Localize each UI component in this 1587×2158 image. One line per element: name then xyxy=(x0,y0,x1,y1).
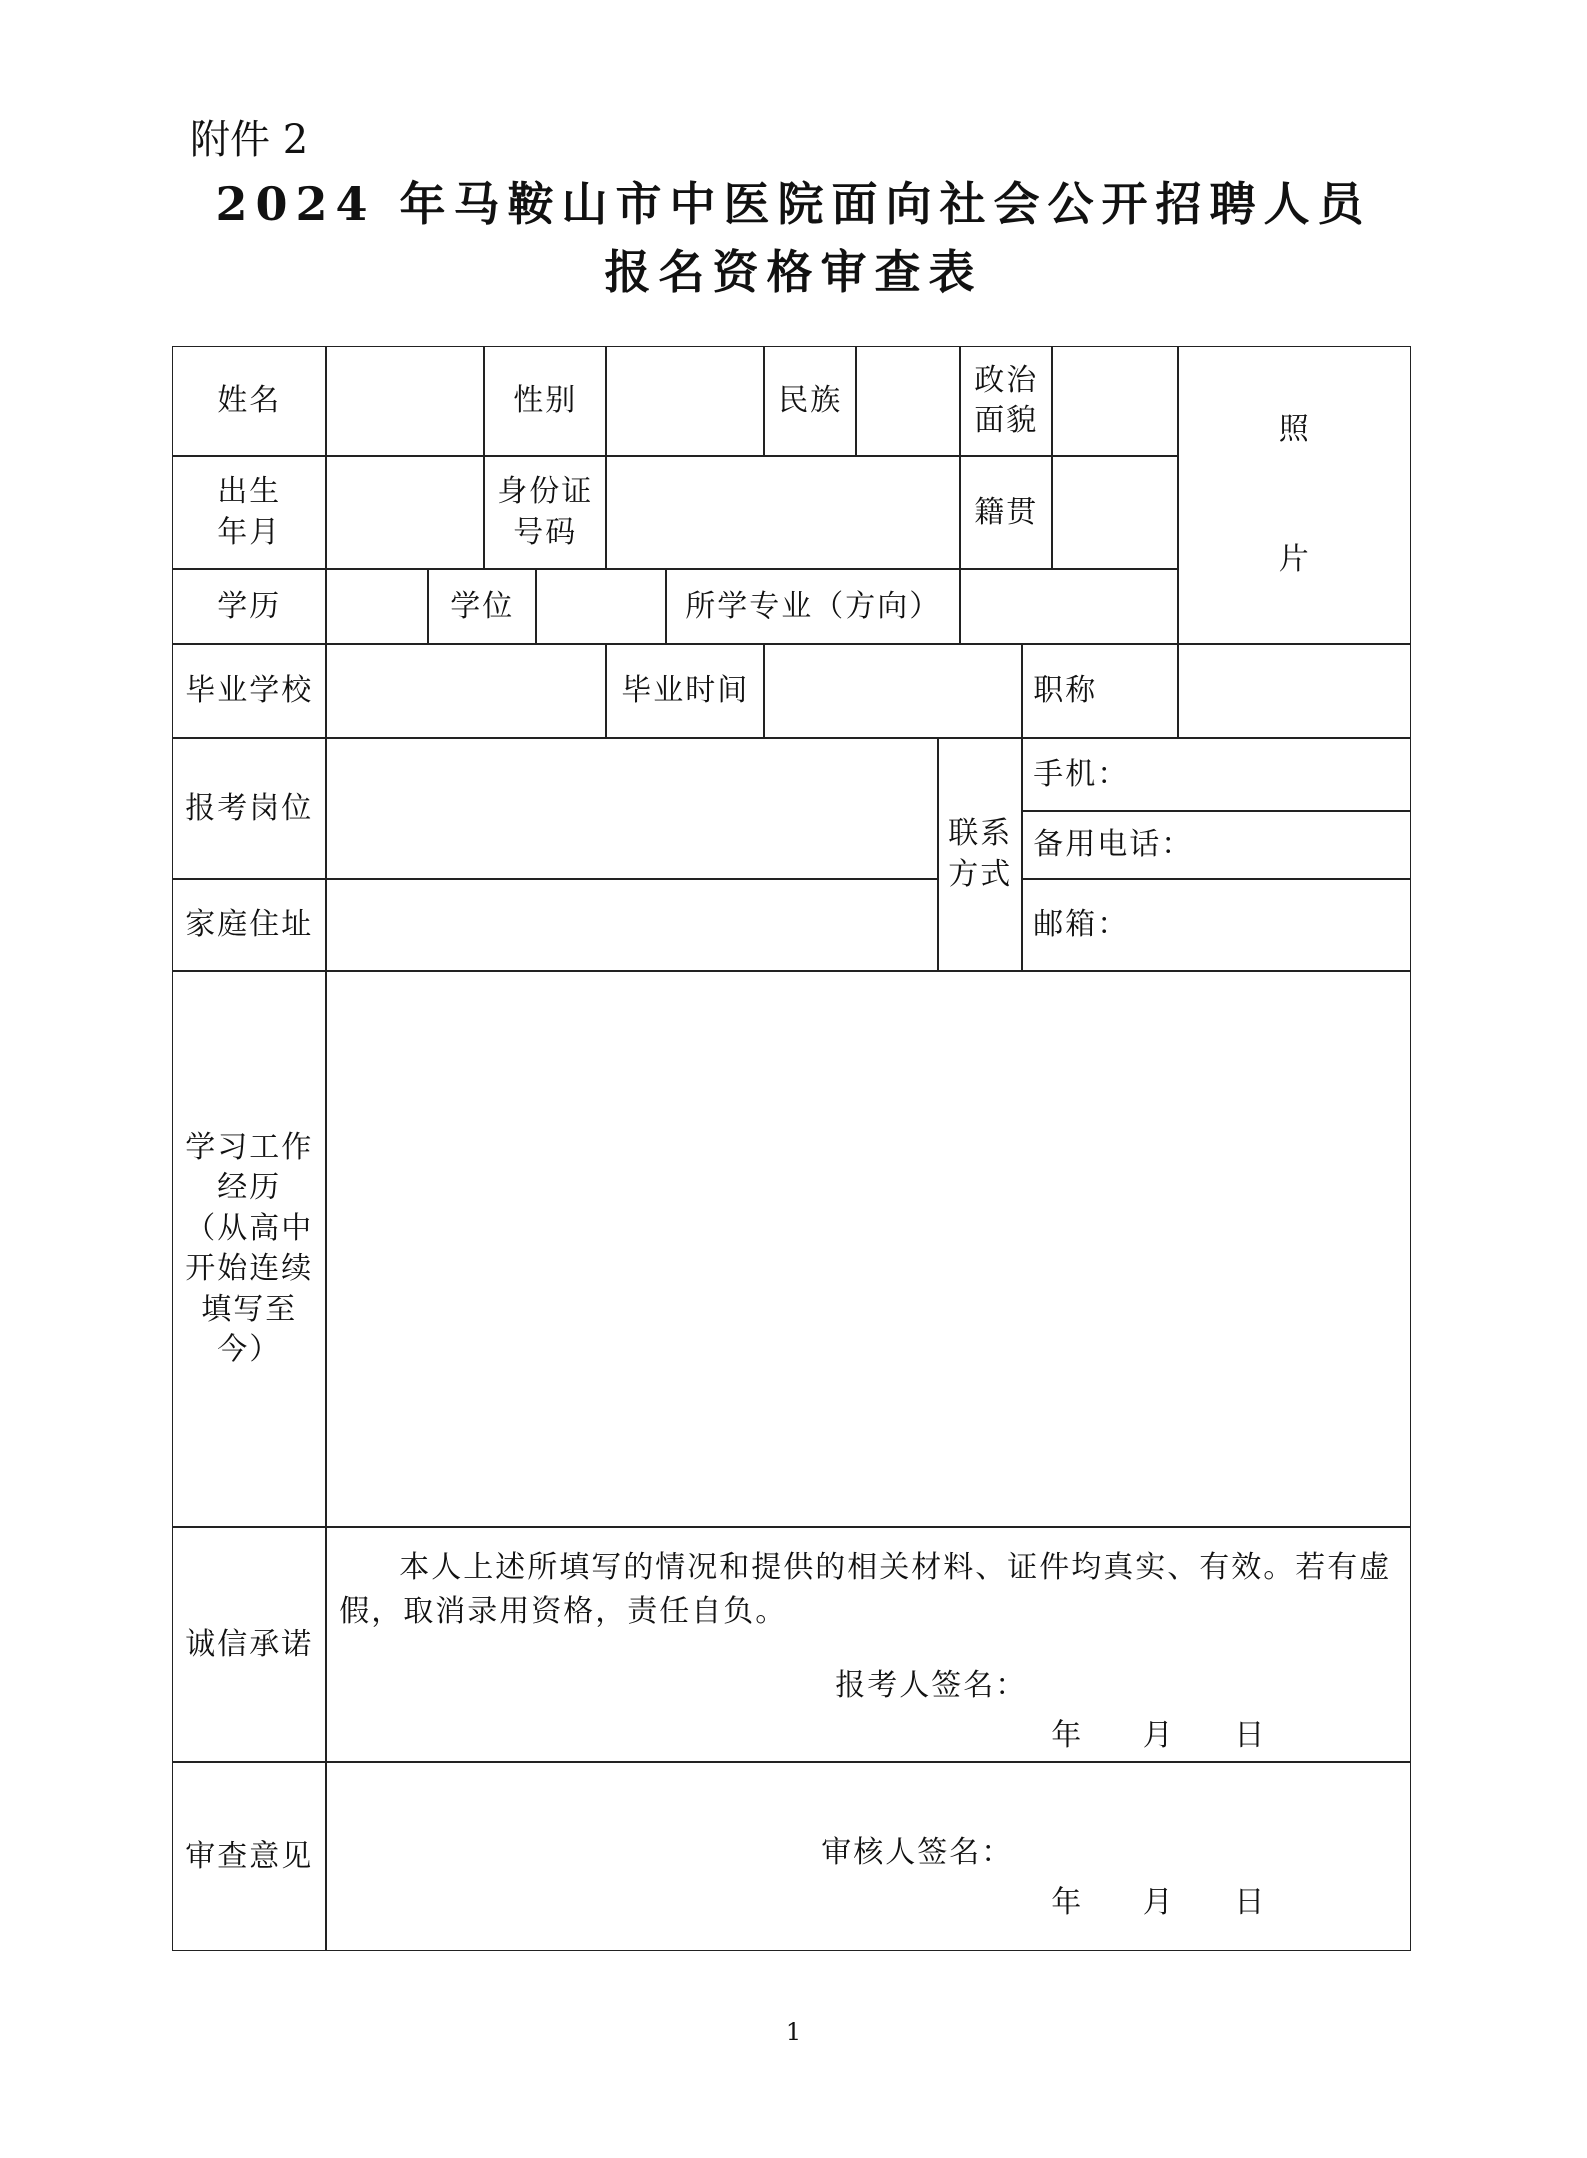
label-political-status: 政治 面貌 xyxy=(960,346,1052,456)
field-native-place[interactable] xyxy=(1052,456,1178,569)
photo-box[interactable] xyxy=(1178,346,1411,644)
label-position: 报考岗位 xyxy=(172,738,326,879)
form-title-line2: 报名资格审查表 xyxy=(604,245,983,299)
label-name: 姓名 xyxy=(172,346,326,456)
application-form-table xyxy=(173,347,1412,1952)
label-gender: 性别 xyxy=(484,346,606,456)
field-birth[interactable] xyxy=(326,456,484,569)
field-degree[interactable] xyxy=(536,569,666,644)
field-school[interactable] xyxy=(326,644,606,738)
field-email[interactable]: 邮箱： xyxy=(1022,879,1411,971)
review-date[interactable]: 年 月 日 xyxy=(1051,1885,1267,1921)
field-political-status[interactable] xyxy=(1052,346,1178,456)
integrity-text: 本人上述所填写的情况和提供的相关材料、证件均真实、有效。若有虚假，取消录用资格，责任自负。 xyxy=(339,1550,1392,1629)
field-id-number[interactable] xyxy=(606,456,960,569)
label-school: 毕业学校 xyxy=(172,644,326,738)
field-backup-phone[interactable]: 备用电话： xyxy=(1022,811,1411,879)
label-contact: 联系 方式 xyxy=(938,738,1022,971)
applicant-signature[interactable]: 报考人签名： xyxy=(835,1668,1028,1704)
field-job-title[interactable] xyxy=(1178,644,1411,738)
label-birth: 出生 年月 xyxy=(172,456,326,569)
field-grad-time[interactable] xyxy=(764,644,1022,738)
form-title-line1: 2024 年马鞍山市中医院面向社会公开招聘人员 xyxy=(215,177,1372,231)
label-review: 审查意见 xyxy=(172,1762,326,1951)
label-education: 学历 xyxy=(172,569,326,644)
label-grad-time: 毕业时间 xyxy=(606,644,764,738)
photo-label-2: 片 xyxy=(1278,542,1311,578)
label-id-number: 身份证 号码 xyxy=(484,456,606,569)
reviewer-signature[interactable]: 审核人签名： xyxy=(821,1835,1014,1871)
photo-label-1: 照 xyxy=(1278,411,1311,447)
label-ethnicity: 民族 xyxy=(764,346,856,456)
field-phone[interactable]: 手机： xyxy=(1022,738,1411,811)
integrity-pledge-box xyxy=(326,1527,1411,1762)
field-address[interactable] xyxy=(326,879,938,971)
field-name[interactable] xyxy=(326,346,484,456)
label-degree: 学位 xyxy=(428,569,536,644)
label-job-title: 职称 xyxy=(1022,644,1178,738)
applicant-date[interactable]: 年 月 日 xyxy=(1051,1718,1267,1754)
attachment-label: 附件 2 xyxy=(190,117,309,163)
field-gender[interactable] xyxy=(606,346,764,456)
field-ethnicity[interactable] xyxy=(856,346,960,456)
field-position[interactable] xyxy=(326,738,938,879)
field-major[interactable] xyxy=(960,569,1178,644)
label-major: 所学专业（方向） xyxy=(666,569,960,644)
label-experience: 学习工作 经历 （从高中 开始连续 填写至 今） xyxy=(172,971,326,1527)
field-education[interactable] xyxy=(326,569,428,644)
label-address: 家庭住址 xyxy=(172,879,326,971)
review-box[interactable] xyxy=(326,1762,1411,1951)
field-experience[interactable] xyxy=(326,971,1411,1527)
page-number: 1 xyxy=(785,2018,802,2046)
label-native-place: 籍贯 xyxy=(960,456,1052,569)
label-integrity: 诚信承诺 xyxy=(172,1527,326,1762)
